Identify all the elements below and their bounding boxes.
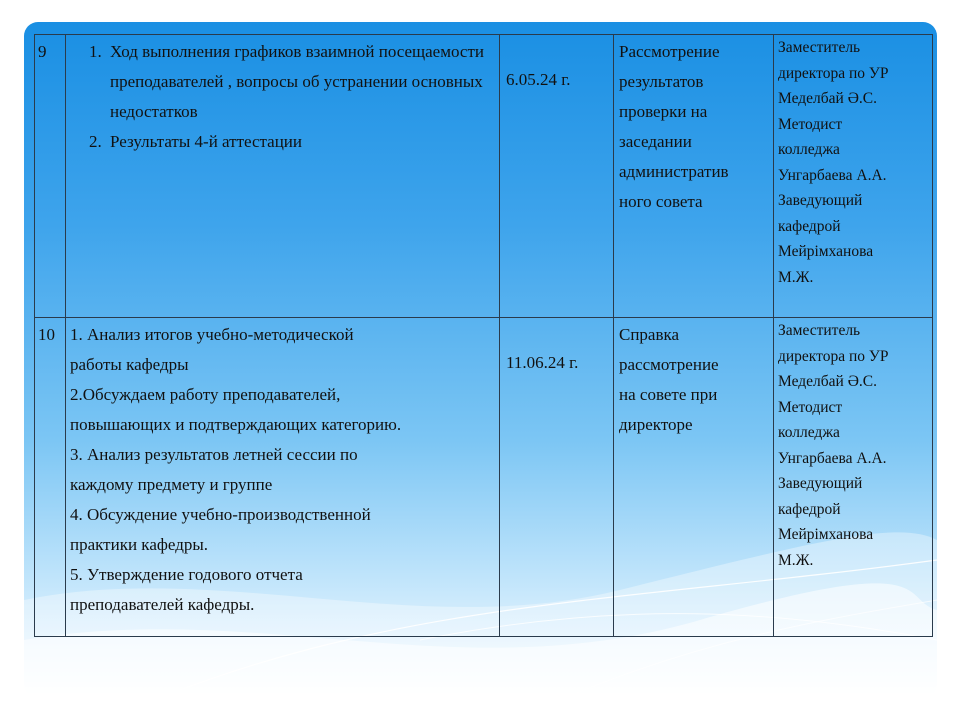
topic-line: работы кафедры: [70, 355, 189, 374]
form-line: ного совета: [619, 192, 703, 211]
responsible-line: Мейрімханова: [778, 526, 874, 543]
topic-line: 2.Обсуждаем работу преподавателей,: [70, 385, 341, 404]
topic-cell: [66, 35, 500, 318]
form-line: на совете при: [619, 385, 718, 404]
table-row: [35, 318, 933, 637]
table-row: [35, 35, 933, 318]
date-cell: 11.06.24 г.: [500, 318, 614, 637]
responsible-line: Заместитель: [778, 39, 861, 56]
topic-line: повышающих и подтверждающих категорию.: [70, 415, 402, 434]
row-number: 9: [35, 35, 66, 318]
topic-line: практики кафедры.: [70, 535, 209, 554]
responsible-line: колледжа: [778, 424, 840, 441]
form-line: результатов: [619, 72, 704, 91]
responsible-line: кафедрой: [778, 217, 841, 235]
responsible-line: Унгарбаева А.А.: [778, 166, 887, 184]
responsible-line: Мейрімханова: [778, 243, 874, 260]
topic-cell: [66, 318, 500, 637]
form-line: директоре: [619, 415, 693, 434]
topic-list: [70, 37, 495, 157]
topic-line: 1. Анализ итогов учебно-методической: [70, 325, 354, 344]
responsible-line: Методист: [778, 115, 843, 133]
responsible-line: кафедрой: [778, 500, 841, 518]
form-line: рассмотрение: [619, 355, 719, 374]
topic-item: 2. Результаты 4-й аттестации: [106, 127, 495, 157]
responsible-line: М.Ж.: [778, 551, 814, 569]
schedule-table: [34, 34, 933, 637]
responsible-line: директора по УР: [778, 64, 889, 82]
form-line: заседании: [619, 132, 692, 151]
responsible-line: директора по УР: [778, 347, 889, 365]
form-line: проверки на: [619, 102, 708, 121]
form-cell: [614, 318, 774, 637]
responsible-line: колледжа: [778, 141, 840, 158]
responsible-line: Меделбай Ә.С.: [778, 373, 877, 390]
form-line: Справка: [619, 325, 680, 344]
date-cell: 6.05.24 г.: [500, 35, 614, 318]
responsible-line: Унгарбаева А.А.: [778, 449, 887, 467]
responsible-line: М.Ж.: [778, 268, 814, 286]
topic-item: 1. Ход выполнения графиков взаимной посещаемости преподавателей , вопросы об устранении основных недостатков: [106, 37, 495, 127]
row-number: 10: [35, 318, 66, 637]
responsible-line: Меделбай Ә.С.: [778, 90, 877, 107]
topic-line: 3. Анализ результатов летней сессии по: [70, 445, 358, 464]
responsible-cell: [774, 318, 933, 637]
responsible-cell: [774, 35, 933, 318]
form-line: Рассмотрение: [619, 42, 720, 61]
topic-line: 5. Утверждение годового отчета: [70, 565, 303, 584]
form-line: административ: [619, 162, 729, 181]
responsible-line: Методист: [778, 398, 843, 416]
form-cell: [614, 35, 774, 318]
topic-line: 4. Обсуждение учебно-производственной: [70, 505, 371, 524]
topic-line: каждому предмету и группе: [70, 475, 273, 494]
topic-line: преподавателей кафедры.: [70, 595, 255, 614]
responsible-line: Заместитель: [778, 322, 861, 339]
responsible-line: Заведующий: [778, 192, 863, 209]
responsible-line: Заведующий: [778, 475, 863, 492]
